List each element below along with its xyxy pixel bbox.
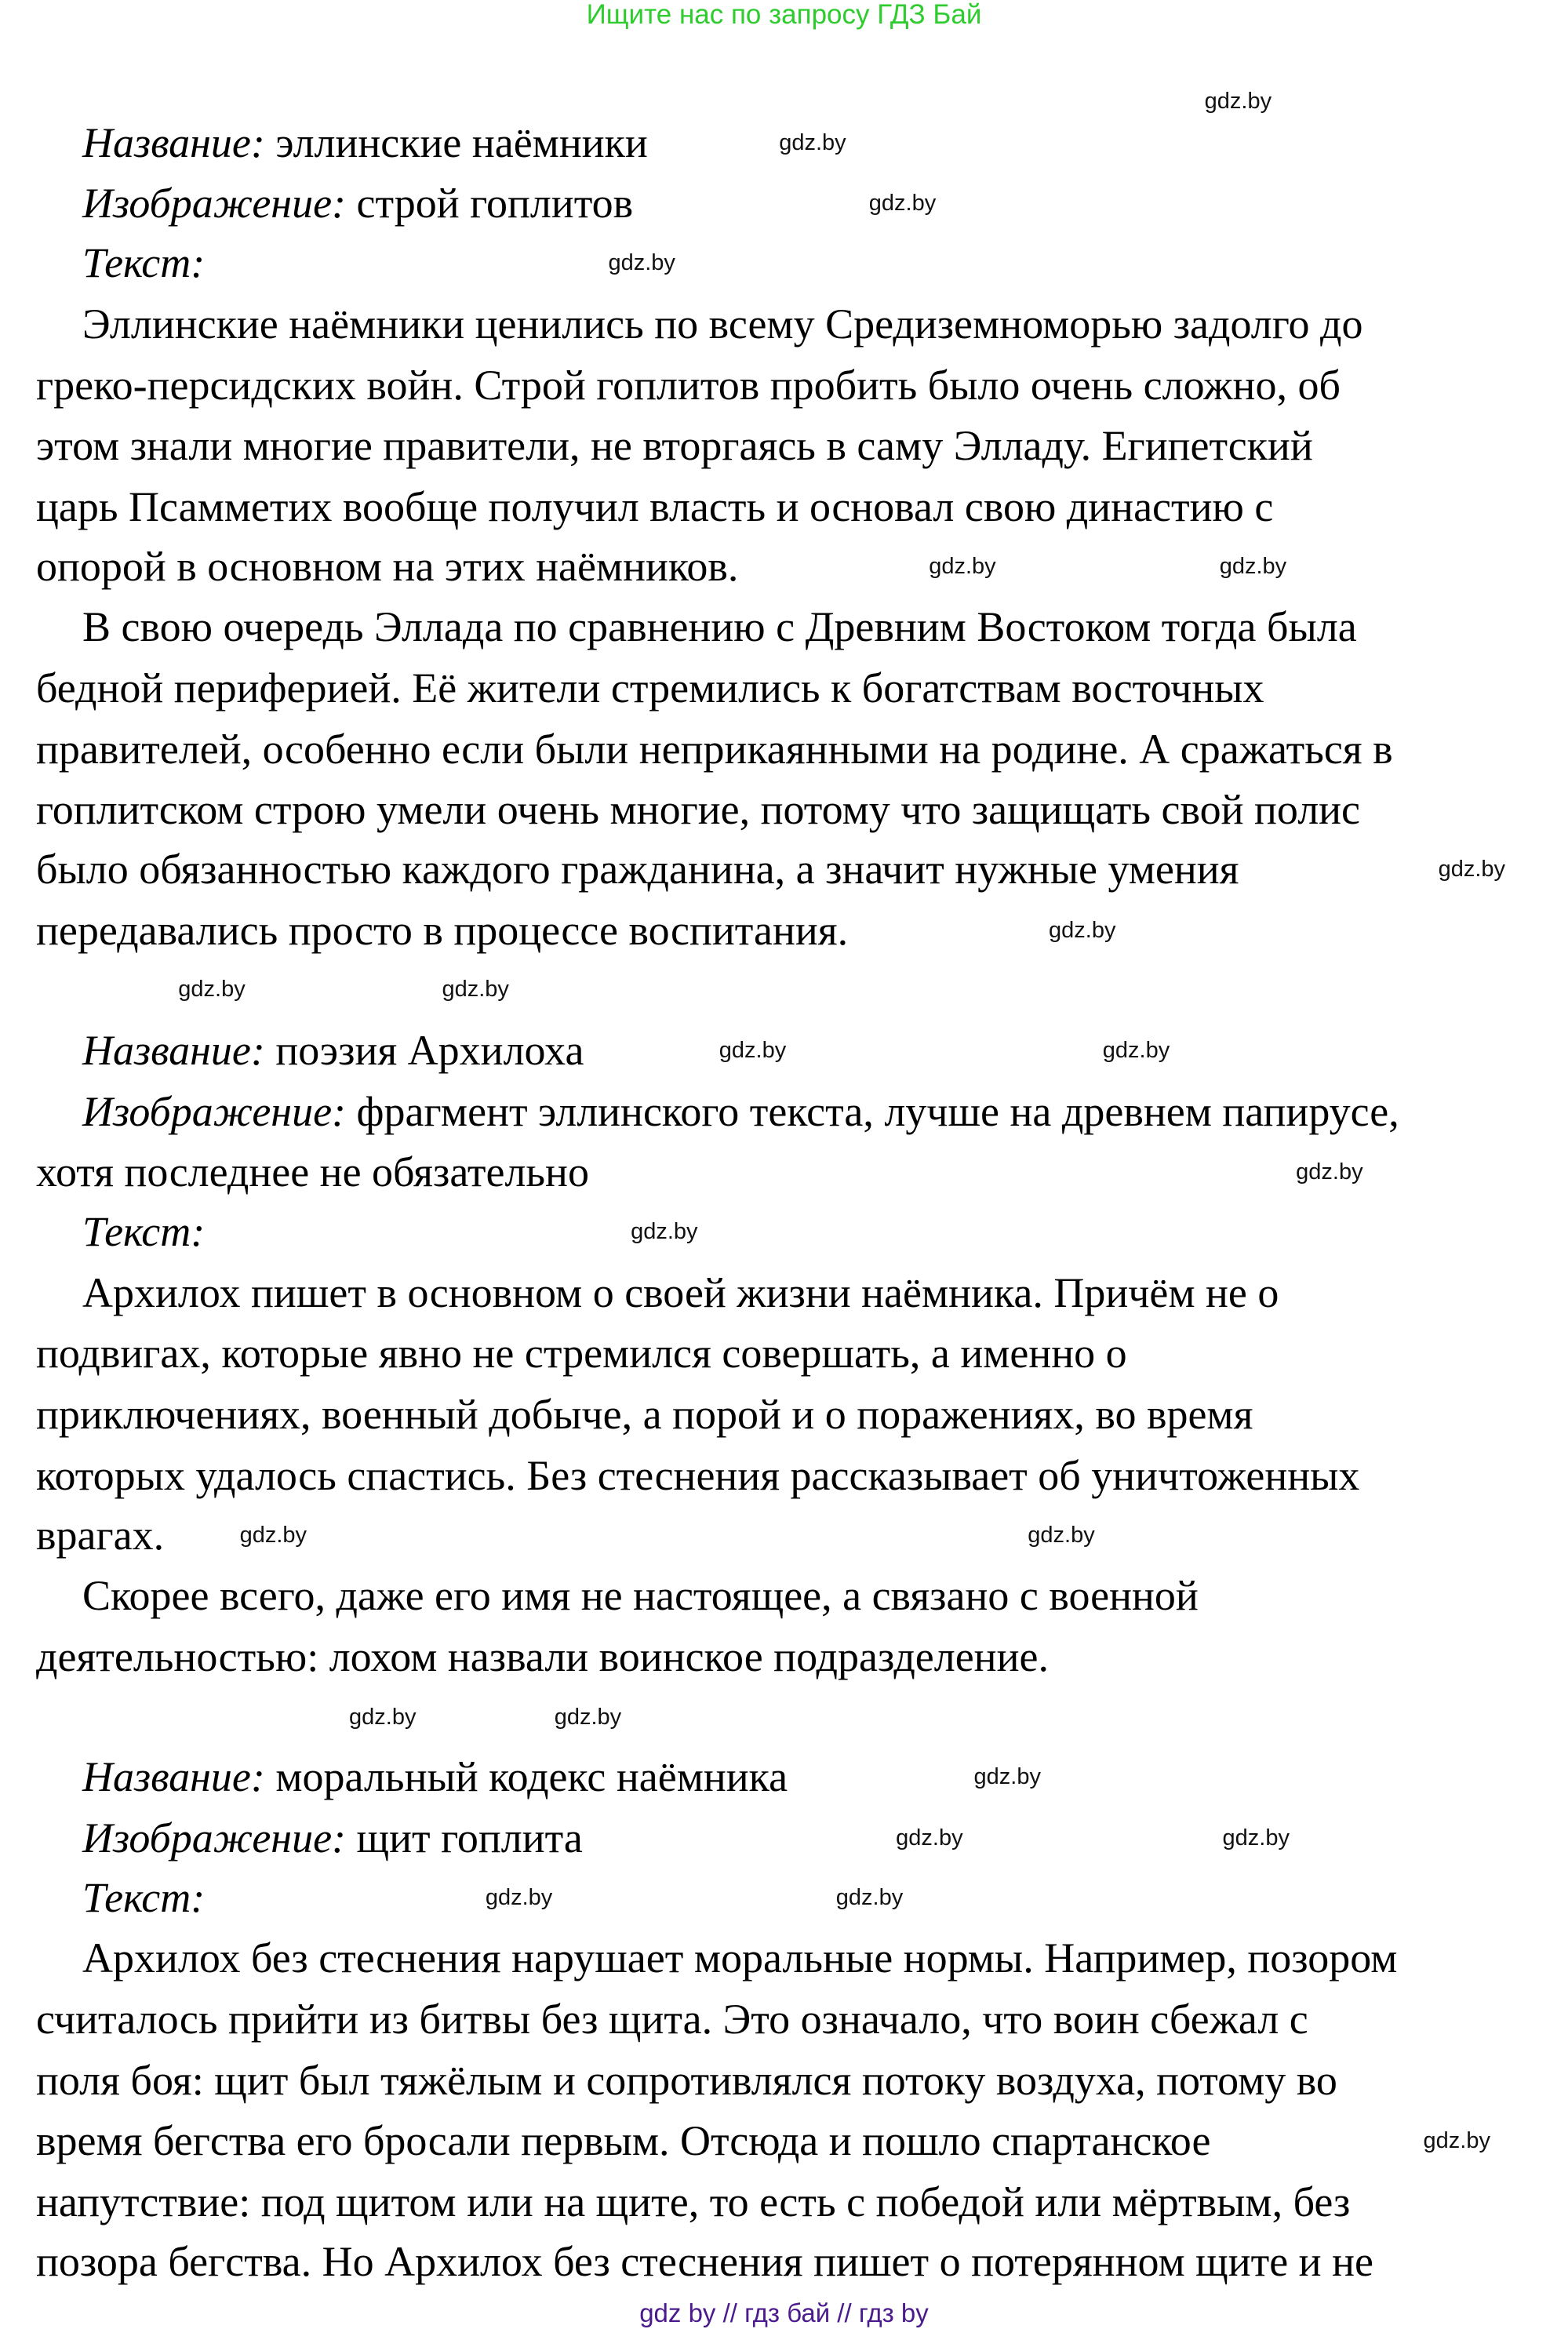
footer-watermark: gdz by // гдз бай // гдз by xyxy=(639,2298,929,2327)
watermark: gdz.by xyxy=(1204,88,1272,114)
line-text: поля боя: щит был тяжёлым и сопротивлялся потоку воздуха, потому во xyxy=(36,2056,1337,2104)
watermark: gdz.by xyxy=(1049,917,1116,943)
field-label: Текст: xyxy=(82,239,206,287)
line-text: греко-персидских войн. Строй гоплитов пробить было очень сложно, об xyxy=(36,361,1341,409)
watermark: gdz.by xyxy=(1423,2128,1490,2154)
watermark: gdz.by xyxy=(442,977,509,1003)
line-text: считалось прийти из битвы без щита. Это означало, что воин сбежал с xyxy=(36,1995,1308,2043)
watermark: gdz.by xyxy=(719,1038,787,1064)
line-text: строй гоплитов xyxy=(346,180,634,227)
paragraph-line xyxy=(36,1989,1308,2050)
paragraph-line xyxy=(36,657,1264,719)
paragraph-line xyxy=(82,1565,1199,1626)
watermark: gdz.by xyxy=(779,129,846,155)
paragraph-line xyxy=(36,1445,1359,1506)
watermark: gdz.by xyxy=(868,191,937,217)
line-text: поэзия Архилоха xyxy=(264,1027,584,1075)
watermark: gdz.by xyxy=(239,1522,307,1548)
line-text: хотя последнее не обязательно xyxy=(36,1148,589,1196)
field-line xyxy=(82,1201,205,1262)
paragraph-line xyxy=(36,900,848,961)
field-line xyxy=(82,1867,205,1928)
field-label: Текст: xyxy=(82,1208,206,1256)
field-label: Изображение: xyxy=(82,1087,347,1135)
watermark: gdz.by xyxy=(929,553,996,579)
paragraph-line xyxy=(36,779,1360,840)
line-text: щит гоплита xyxy=(346,1814,583,1861)
field-label: Изображение: xyxy=(82,1814,347,1861)
field-label: Текст: xyxy=(82,1873,206,1921)
line-text: передавались просто в процессе воспитания. xyxy=(36,906,849,954)
field-line xyxy=(82,1746,788,1807)
paragraph-line xyxy=(36,415,1313,476)
line-text: царь Псамметих вообще получил власть и основал свою династию с xyxy=(36,482,1274,530)
paragraph-line xyxy=(36,2110,1210,2171)
paragraph-line xyxy=(36,839,1239,900)
paragraph-line xyxy=(36,1384,1253,1445)
field-line xyxy=(82,173,633,234)
line-text: подвигах, которые явно не стремился совершать, а именно о xyxy=(36,1330,1127,1377)
line-text: правителей, особенно если были неприкаянными на родине. А сражаться в xyxy=(36,725,1393,773)
paragraph-line xyxy=(82,1262,1279,1323)
paragraph-line xyxy=(36,719,1393,780)
field-label: Название: xyxy=(82,1753,265,1801)
watermark: gdz.by xyxy=(896,1825,963,1850)
line-text: позора бегства. Но Архилох без стеснения пишет о потерянном щите и не xyxy=(36,2237,1373,2285)
watermark: gdz.by xyxy=(1028,1522,1095,1548)
line-text: гоплитском строю умели очень многие, потому что защищать свой полис xyxy=(36,786,1361,834)
paragraph-line xyxy=(36,536,738,597)
watermark: gdz.by xyxy=(1296,1159,1363,1185)
line-text: время бегства его бросали первым. Отсюда и пошло спартанское xyxy=(36,2117,1211,2165)
line-text: эллинские наёмники xyxy=(264,118,648,166)
watermark: gdz.by xyxy=(608,250,675,276)
paragraph-line xyxy=(36,1141,589,1203)
field-line xyxy=(82,1081,1399,1142)
watermark: gdz.by xyxy=(631,1219,698,1245)
line-text: напутствие: под щитом или на щите, то есть с победой или мёртвым, без xyxy=(36,2178,1351,2225)
watermark: gdz.by xyxy=(1438,856,1506,882)
line-text: Архилох пишет в основном о своей жизни наёмника. Причём не о xyxy=(82,1268,1279,1316)
line-text: В свою очередь Эллада по сравнению с Древним Востоком тогда была xyxy=(82,603,1357,651)
watermark: gdz.by xyxy=(1219,553,1287,579)
watermark: gdz.by xyxy=(1222,1825,1290,1850)
line-text: Скорее всего, даже его имя не настоящее, а связано с военной xyxy=(82,1572,1199,1620)
field-line xyxy=(82,1020,584,1081)
paragraph-line xyxy=(36,355,1341,416)
line-text: опорой в основном на этих наёмников. xyxy=(36,542,739,590)
watermark: gdz.by xyxy=(178,977,246,1003)
watermark: gdz.by xyxy=(1102,1038,1170,1064)
field-line xyxy=(82,112,648,173)
line-text: Эллинские наёмники ценились по всему Средиземноморью задолго до xyxy=(82,300,1363,348)
paragraph-line xyxy=(36,1626,1049,1687)
paragraph-line xyxy=(82,293,1363,355)
line-text: бедной периферией. Её жители стремились к богатствам восточных xyxy=(36,664,1264,711)
watermark: gdz.by xyxy=(973,1764,1041,1790)
watermark: gdz.by xyxy=(485,1884,553,1910)
paragraph-line xyxy=(36,2171,1350,2233)
watermark: gdz.by xyxy=(554,1705,622,1730)
search-banner: Ищите нас по запросу ГДЗ Бай xyxy=(586,0,982,30)
paragraph-line xyxy=(36,2231,1373,2292)
field-label: Название: xyxy=(82,1027,265,1075)
field-label: Изображение: xyxy=(82,180,347,227)
paragraph-line xyxy=(82,596,1357,657)
line-text: этом знали многие правители, не вторгаясь в саму Элладу. Египетский xyxy=(36,422,1313,470)
line-text: приключениях, военный добыче, а порой и о поражениях, во время xyxy=(36,1391,1253,1439)
line-text: Архилох без стеснения нарушает моральные нормы. Например, позором xyxy=(82,1934,1398,1982)
line-text: фрагмент эллинского текста, лучше на древнем папирусе, xyxy=(346,1087,1399,1135)
paragraph-line xyxy=(82,1927,1397,1989)
line-text: которых удалось спастись. Без стеснения рассказывает об уничтоженных xyxy=(36,1451,1360,1499)
field-label: Название: xyxy=(82,118,265,166)
line-text: было обязанностью каждого гражданина, а значит нужные умения xyxy=(36,845,1239,893)
line-text: врагах. xyxy=(36,1511,165,1559)
paragraph-line xyxy=(36,1505,164,1566)
field-line xyxy=(82,1807,583,1869)
paragraph-line xyxy=(36,476,1273,537)
watermark: gdz.by xyxy=(835,1884,904,1910)
line-text: деятельностью: лохом назвали воинское подразделение. xyxy=(36,1632,1049,1680)
line-text: моральный кодекс наёмника xyxy=(264,1753,788,1801)
watermark: gdz.by xyxy=(349,1705,417,1730)
paragraph-line xyxy=(36,1323,1127,1384)
paragraph-line xyxy=(36,2050,1337,2111)
field-line xyxy=(82,232,205,293)
